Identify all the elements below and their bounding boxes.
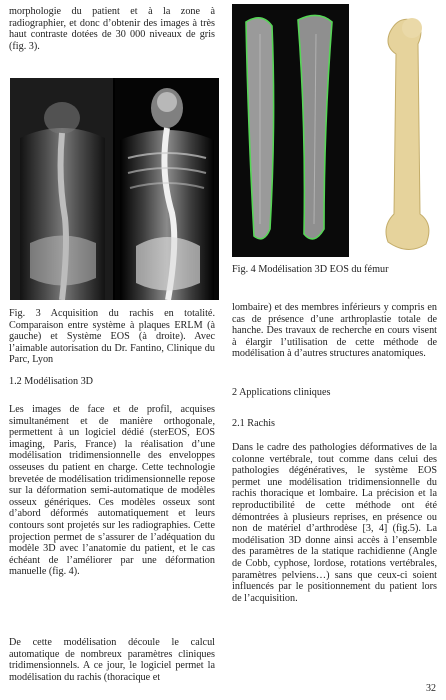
section-heading-modelisation: 1.2 Modélisation 3D: [9, 376, 94, 387]
fig3-xray-image: [10, 78, 219, 300]
subsection-heading-rachis: 2.1 Rachis: [232, 418, 276, 429]
page-number: 32: [426, 683, 436, 694]
section-heading-applications: 2 Applications cliniques: [232, 387, 331, 398]
rachis-paragraph: Dans le cadre des pathologies déformatives de la colonne vertébrale, tout comme dans celui des pathologies dégénératives, le système EOS permet une modélisation tridimensionnelle du rachis thoracique et lombaire. La précision et la reproductibilité de cette méthode ont été démontrées à plusieurs reprises, en présence ou non de matériel d’arthrodèse [3, 4] (fig.5). La modélisation 3D donne ainsi accès à l’ensemble des paramètres de la statique rachidienne (Angle de Cobb, cyphose, lordose, rotations vertébrales, paramètres pelviens…) sans que ceux-ci soient influencés par le positionnement du patient lors de l’acquisition.: [232, 442, 437, 604]
modelisation-paragraph-2: De cette modélisation découle le calcul automatique de nombreux paramètres cliniques tridimensionnels. A ce jour, le logiciel permet la modélisation du rachis (thoracique et: [9, 637, 215, 683]
right-paragraph-1: lombaire) et des membres inférieurs y compris en cas de présence d’une arthroplastie totale de hanche. Des travaux de recherche en cours visent à élargir l’utilisation de cette méthode de modélisation à d’autres structures anatomiques.: [232, 302, 437, 360]
fig4-femur-3d-model: [360, 4, 442, 257]
fig4-caption: Fig. 4 Modélisation 3D EOS du fémur: [232, 264, 389, 275]
fig4-femur-xray: [232, 4, 349, 257]
intro-paragraph: morphologie du patient et à la zone à radiographier, et donc d’obtenir des images à très haut contraste dotées de 30 000 niveaux de gris (fig. 3).: [9, 6, 215, 52]
modelisation-paragraph-1: Les images de face et de profil, acquises simultanément et de manière orthogonale, permettent à un logiciel dédié (sterEOS, EOS imaging, Paris, France) la réalisation d’une modélisation tridimensionnelle des enveloppes osseuses du patient en charge. Cette technologie brevetée de modélisation tridimensionnelle repose sur la déformation semi-automatique de modèles osseux génériques. Ces modèles osseux sont d’abord déformés automatiquement et leurs contours sont projetés sur les radiographies. Cette projection permet de s’assurer de l’adéquation du modèle 3D avec l’anatomie du patient, et le cas échéant de l’améliorer par une déformation manuelle (fig. 4).: [9, 404, 215, 578]
fig3-caption: Fig. 3 Acquisition du rachis en totalité. Comparaison entre système à plaques ERLM (à gauche) et Système EOS (à droite). Avec l’aimable autorisation du Dr. Fantino, Clinique du Parc, Lyon: [9, 308, 215, 366]
